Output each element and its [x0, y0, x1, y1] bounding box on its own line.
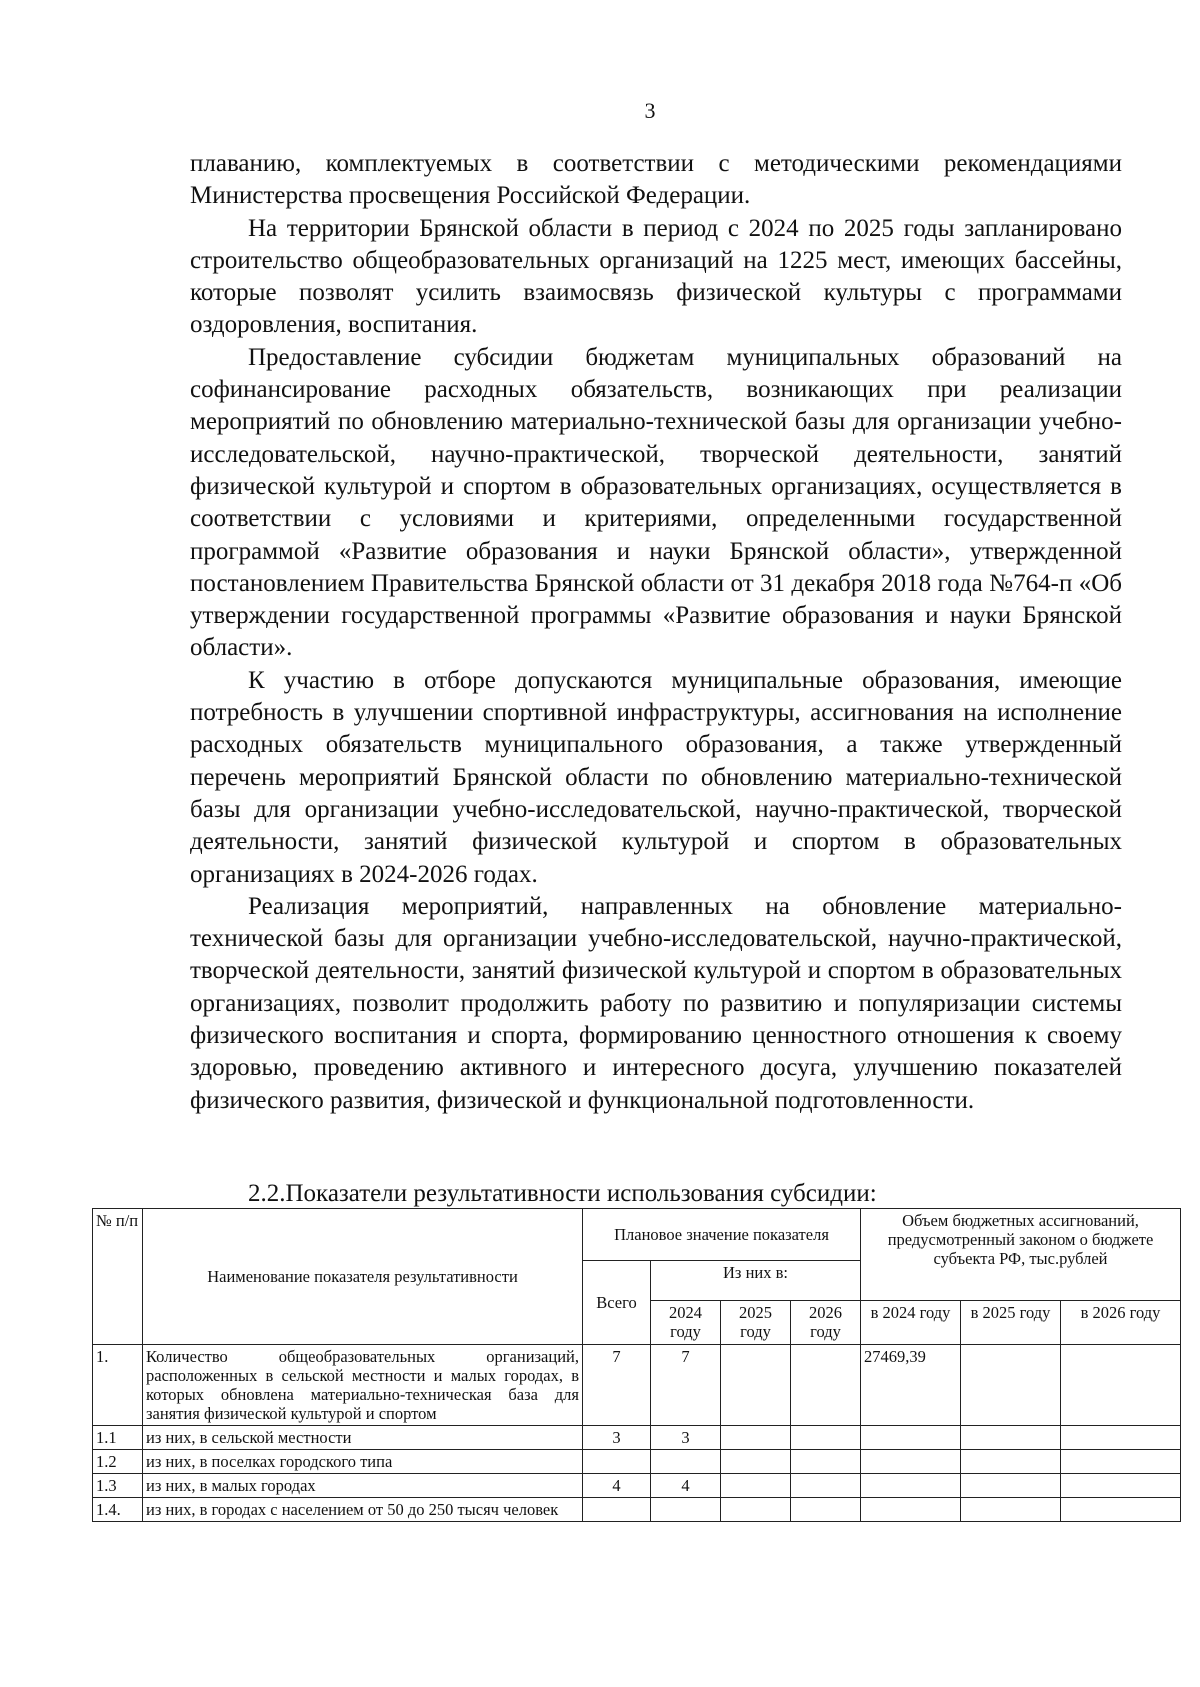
row-budget-2025: [961, 1498, 1061, 1522]
row-2025: [721, 1498, 791, 1522]
row-2024: 3: [651, 1426, 721, 1450]
results-table: [92, 1208, 1181, 1522]
row-num: 1.: [93, 1345, 143, 1426]
row-2026: [791, 1426, 861, 1450]
header-year-2024: 2024 году: [651, 1301, 721, 1345]
row-budget-2025: [961, 1345, 1061, 1426]
table-header-row: [93, 1209, 1181, 1261]
table-row: [93, 1426, 1181, 1450]
row-2026: [791, 1450, 861, 1474]
table-row: [93, 1498, 1181, 1522]
row-name: из них, в сельской местности: [143, 1426, 583, 1450]
header-planned: Плановое значение показателя: [583, 1209, 861, 1261]
row-budget-2024: [861, 1498, 961, 1522]
row-total: [583, 1498, 651, 1522]
row-2026: [791, 1498, 861, 1522]
row-budget-2024: [861, 1426, 961, 1450]
row-2024: [651, 1498, 721, 1522]
row-2026: [791, 1345, 861, 1426]
paragraph-construction: На территории Брянской области в период с 2024 по 2025 годы запланировано строительство общеобразовательных организаций на 1225 мест, имеющих бассейны, которые позволят усилить взаимосвязь физической культуры с программами оздоровления, воспитания.: [190, 214, 1122, 339]
row-budget-2024: 27469,39: [861, 1345, 961, 1426]
row-budget-2026: [1061, 1474, 1181, 1498]
row-2025: [721, 1426, 791, 1450]
header-budget-2025: в 2025 году: [961, 1301, 1061, 1345]
row-name: из них, в поселках городского типа: [143, 1450, 583, 1474]
row-2024: [651, 1450, 721, 1474]
header-of-them: Из них в:: [651, 1261, 861, 1301]
header-num: № п/п: [93, 1209, 143, 1345]
row-budget-2026: [1061, 1426, 1181, 1450]
paragraph-subsidy: Предоставление субсидии бюджетам муниципальных образований на софинансирование расходных обязательств, возникающих при реализации мероприятий по обновлению материально-технической базы для организации учебно-исследовательской, научно-практической, творческой деятельности, занятий физической культурой и спортом в образовательных организациях, осуществляется в соответствии с условиями и критериями, определенными государственной программой «Развитие образования и науки Брянской области», утвержденной постановлением Правительства Брянской области от 31 декабря 2018 года №764-п «Об утверждении государственной программы «Развитие образования и науки Брянской области».: [190, 343, 1122, 662]
header-year-2025: 2025 году: [721, 1301, 791, 1345]
row-num: 1.4.: [93, 1498, 143, 1522]
section-heading: 2.2.Показатели результативности использования субсидии:: [248, 1180, 877, 1207]
row-total: 3: [583, 1426, 651, 1450]
row-total: [583, 1450, 651, 1474]
row-budget-2026: [1061, 1450, 1181, 1474]
header-budget: Объем бюджетных ассигнований, предусмотренный законом о бюджете субъекта РФ, тыс.рублей: [861, 1209, 1181, 1301]
header-total: Всего: [583, 1261, 651, 1345]
header-name: Наименование показателя результативности: [143, 1209, 583, 1345]
row-num: 1.3: [93, 1474, 143, 1498]
row-2025: [721, 1345, 791, 1426]
row-budget-2024: [861, 1450, 961, 1474]
row-budget-2026: [1061, 1498, 1181, 1522]
table-row: [93, 1345, 1181, 1426]
row-name: Количество общеобразовательных организаций, расположенных в сельской местности и малых городах, в которых обновлена материально-техническая база для занятия физической культурой и спортом: [143, 1345, 583, 1426]
row-2025: [721, 1474, 791, 1498]
row-budget-2025: [961, 1426, 1061, 1450]
row-2026: [791, 1474, 861, 1498]
row-2024: 7: [651, 1345, 721, 1426]
body-text: [190, 148, 1122, 1117]
row-budget-2024: [861, 1474, 961, 1498]
page-number: 3: [644, 98, 656, 123]
row-name: из них, в малых городах: [143, 1474, 583, 1498]
paragraph-continuation: плаванию, комплектуемых в соответствии с методическими рекомендациями Министерства просвещения Российской Федерации.: [190, 150, 1122, 210]
row-num: 1.2: [93, 1450, 143, 1474]
row-budget-2026: [1061, 1345, 1181, 1426]
row-name: из них, в городах с населением от 50 до 250 тысяч человек: [143, 1498, 583, 1522]
row-budget-2025: [961, 1450, 1061, 1474]
row-budget-2025: [961, 1474, 1061, 1498]
paragraph-selection: К участию в отборе допускаются муниципальные образования, имеющие потребность в улучшении спортивной инфраструктуры, ассигнования на исполнение расходных обязательств муниципального образования, а также утвержденный перечень мероприятий Брянской области по обновлению материально-технической базы для организации учебно-исследовательской, научно-практической, творческой деятельности, занятий физической культурой и спортом в образовательных организациях в 2024-2026 годах.: [190, 666, 1122, 888]
paragraph-implementation: Реализация мероприятий, направленных на обновление материально-технической базы для организации учебно-исследовательской, научно-практической, творческой деятельности, занятий физической культурой и спортом в образовательных организациях, позволит продолжить работу по развитию и популяризации системы физического воспитания и спорта, формированию ценностного отношения к своему здоровью, проведению активного и интересного досуга, улучшению показателей физического развития, физической и функциональной подготовленности.: [190, 892, 1122, 1114]
header-budget-2026: в 2026 году: [1061, 1301, 1181, 1345]
row-2025: [721, 1450, 791, 1474]
row-2024: 4: [651, 1474, 721, 1498]
table-row: [93, 1450, 1181, 1474]
table-row: [93, 1474, 1181, 1498]
header-year-2026: 2026 году: [791, 1301, 861, 1345]
header-budget-2024: в 2024 году: [861, 1301, 961, 1345]
row-total: 4: [583, 1474, 651, 1498]
row-total: 7: [583, 1345, 651, 1426]
row-num: 1.1: [93, 1426, 143, 1450]
